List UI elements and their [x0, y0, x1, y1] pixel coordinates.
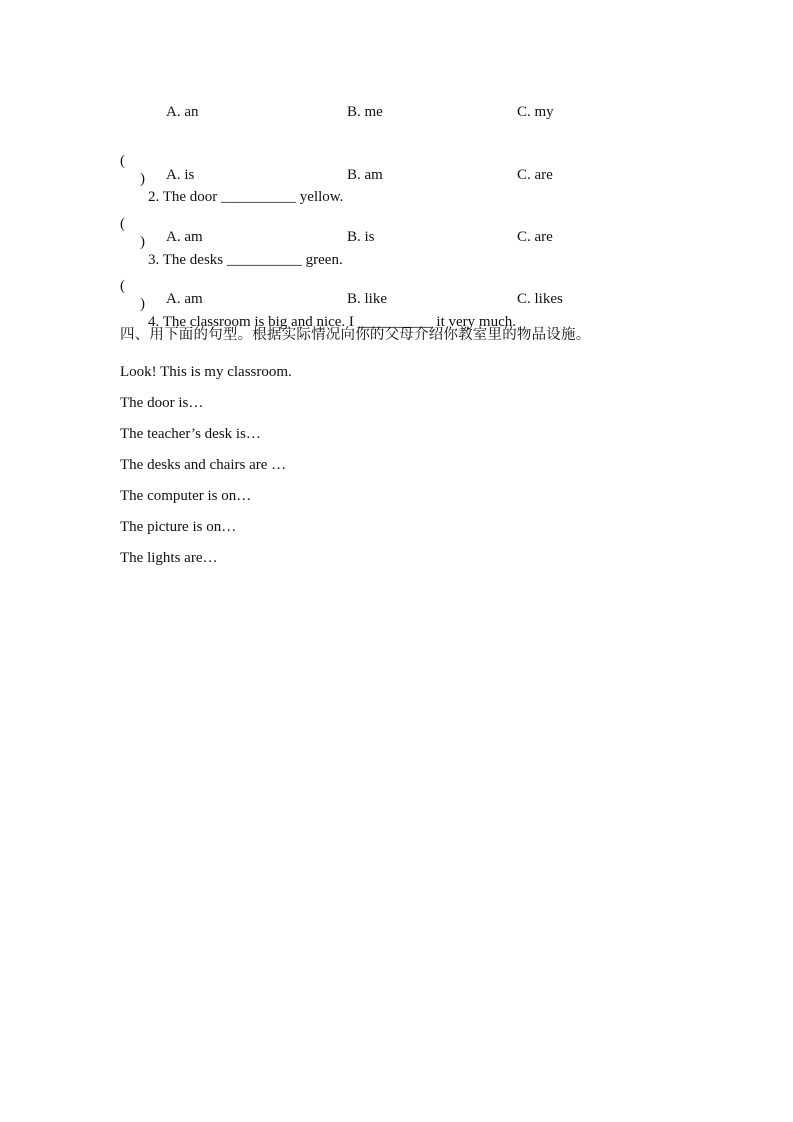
sentence-line: The computer is on…: [120, 488, 252, 504]
section-4-heading: 四、用下面的句型。根据实际情况向你的父母介绍你教室里的物品设施。: [120, 327, 591, 343]
question-text: 3. The desks __________ green.: [148, 252, 343, 268]
question-text: 2. The door __________ yellow.: [148, 189, 344, 205]
answer-paren-open: (: [120, 153, 125, 169]
sentence-line: Look! This is my classroom.: [120, 364, 292, 380]
sentence-line: The lights are…: [120, 550, 218, 566]
sentence-line: The picture is on…: [120, 519, 237, 535]
q2-option-a: A. is: [166, 167, 195, 183]
q1-option-b: B. me: [347, 104, 383, 120]
answer-paren-open: (: [120, 216, 125, 232]
q4-option-c: C. likes: [517, 291, 563, 307]
q3-option-a: A. am: [166, 229, 203, 245]
answer-paren-close: ): [140, 171, 145, 187]
q1-option-c: C. my: [517, 104, 554, 120]
sentence-line: The door is…: [120, 395, 204, 411]
q3-option-b: B. is: [347, 229, 375, 245]
q2-option-b: B. am: [347, 167, 383, 183]
sentence-line: The desks and chairs are …: [120, 457, 287, 473]
q1-option-a: A. an: [166, 104, 199, 120]
q4-option-b: B. like: [347, 291, 387, 307]
q4-option-a: A. am: [166, 291, 203, 307]
answer-paren-close: ): [140, 296, 145, 312]
answer-paren-close: ): [140, 234, 145, 250]
sentence-line: The teacher’s desk is…: [120, 426, 261, 442]
answer-paren-open: (: [120, 278, 125, 294]
question-text: 4. The classroom is big and nice. I __________ it very much.: [148, 314, 516, 330]
q2-option-c: C. are: [517, 167, 553, 183]
q3-option-c: C. are: [517, 229, 553, 245]
